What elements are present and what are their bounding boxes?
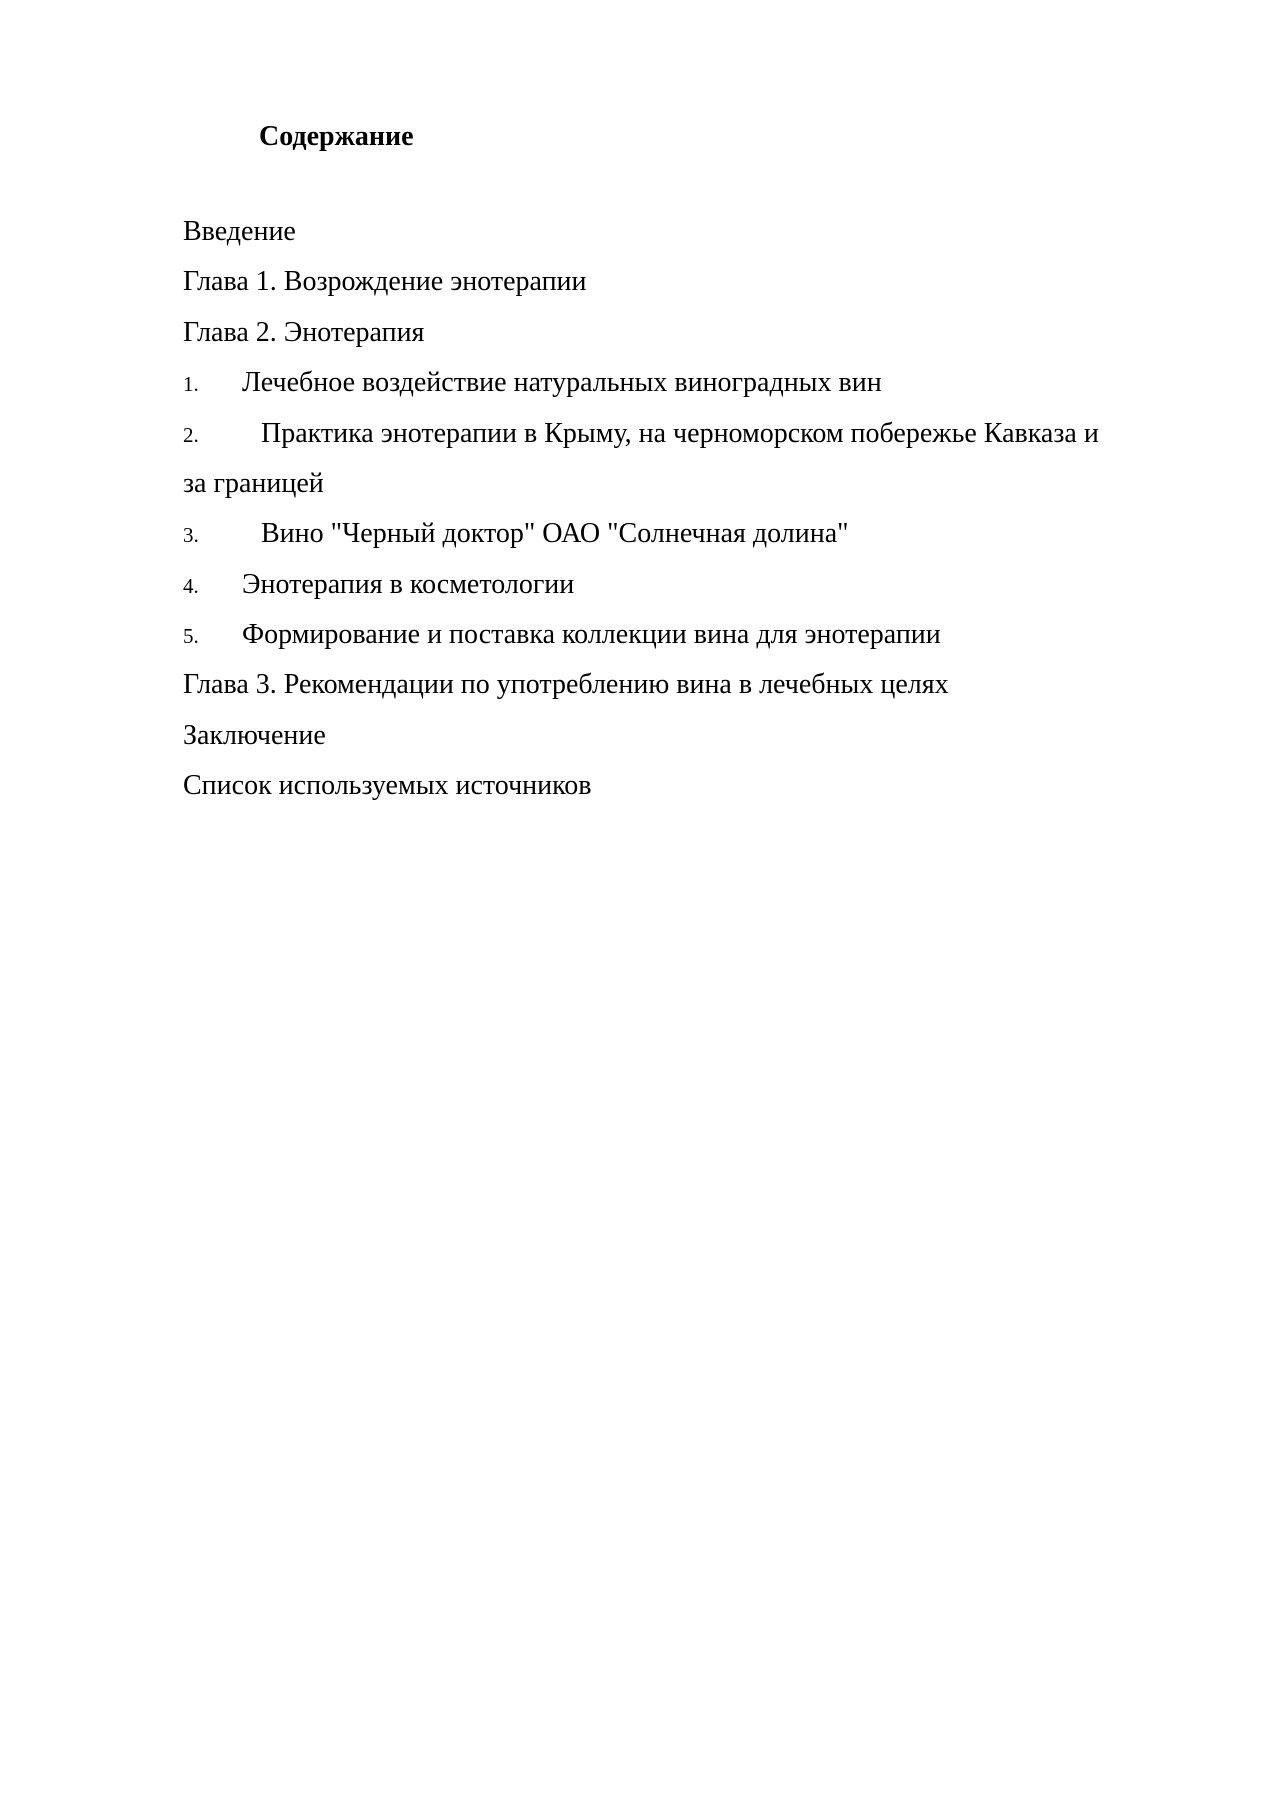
toc-subitem-2-number: 2. — [183, 423, 199, 447]
toc-subitem-5-number: 5. — [183, 624, 199, 648]
toc-subitem-3-number: 3. — [183, 523, 199, 547]
toc-entry-chapter-1: Глава 1. Возрождение энотерапии — [183, 266, 587, 297]
toc-subitem-2-continuation: за границей — [183, 468, 324, 499]
toc-title: Содержание — [259, 121, 414, 152]
toc-subitem-4: Энотерапия в косметологии — [242, 569, 575, 600]
toc-subitem-2: Практика энотерапии в Крыму, на черноморском побережье Кавказа и — [261, 418, 1099, 449]
toc-subitem-4-number: 4. — [183, 574, 199, 598]
toc-entry-intro: Введение — [183, 216, 296, 247]
toc-entry-conclusion: Заключение — [183, 720, 326, 751]
toc-subitem-1: Лечебное воздействие натуральных виноградных вин — [242, 367, 882, 398]
toc-entry-chapter-3: Глава 3. Рекомендации по употреблению вина в лечебных целях — [183, 669, 949, 700]
toc-entry-chapter-2: Глава 2. Энотерапия — [183, 317, 425, 348]
toc-subitem-1-number: 1. — [183, 372, 199, 396]
toc-subitem-5: Формирование и поставка коллекции вина для энотерапии — [242, 619, 941, 650]
toc-subitem-3: Вино "Черный доктор" ОАО "Солнечная долина" — [261, 518, 849, 549]
toc-entry-sources: Список используемых источников — [183, 770, 592, 801]
